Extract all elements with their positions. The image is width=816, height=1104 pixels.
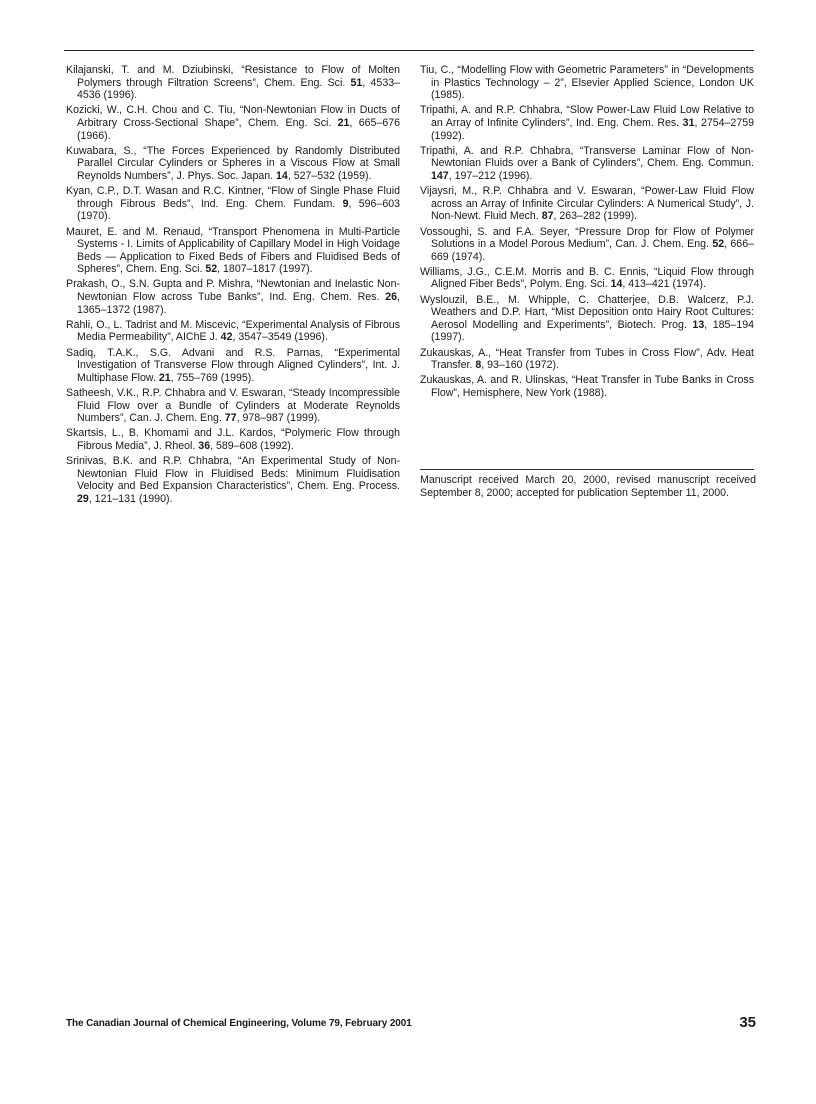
page-footer bbox=[66, 1014, 756, 1034]
reference-text: Tiu, C., “Modelling Flow with Geometric Parameters” in “Developments in Plastics Technology – 2”, Elsevier Applied Science, London UK (1985). bbox=[420, 64, 754, 102]
reference-pages: , 665–676 (1966). bbox=[77, 116, 400, 142]
reference-pages: , 197–212 (1996). bbox=[448, 169, 533, 182]
reference-pages: , 666–669 (1974). bbox=[431, 238, 754, 263]
reference-entry bbox=[66, 319, 400, 344]
reference-volume: 51 bbox=[350, 76, 363, 89]
reference-pages: , 413–421 (1974). bbox=[622, 278, 707, 291]
reference-pages: , 93–160 (1972). bbox=[481, 359, 560, 372]
reference-volume: 147 bbox=[431, 169, 449, 182]
reference-volume: 52 bbox=[205, 263, 218, 276]
reference-text: Wyslouzil, B.E., M. Whipple, C. Chatterjee, D.B. Walcerz, P.J. Weathers and D.P. Hart, “Mist Deposition onto Hairy Root Cultures: Aerosol Modelling and Experiments”, Biotech. Prog. bbox=[420, 293, 754, 331]
reference-text: Kuwabara, S., “The Forces Experienced by Randomly Distributed Parallel Circular Cylinders or Spheres in a Viscous Flow at Small Reynolds Numbers”, J. Phys. Soc. Japan. bbox=[66, 144, 400, 182]
top-rule bbox=[64, 50, 754, 51]
manuscript-note: Manuscript received March 20, 2000, revised manuscript received September 8, 2000; accepted for publication September 11, 2000. bbox=[420, 474, 756, 499]
reference-volume: 52 bbox=[712, 238, 725, 251]
reference-entry bbox=[66, 387, 400, 425]
reference-pages: , 185–194 (1997). bbox=[431, 318, 754, 344]
reference-text: Skartsis, L., B. Khomami and J.L. Kardos, “Polymeric Flow through Fibrous Media”, J. Rheol. bbox=[66, 427, 400, 452]
reference-pages: , 1807–1817 (1997). bbox=[217, 263, 313, 276]
reference-text: Zukauskas, A., “Heat Transfer from Tubes in Cross Flow”, Adv. Heat Transfer. bbox=[420, 346, 754, 372]
reference-pages: , 4533–4536 (1996). bbox=[77, 76, 400, 102]
reference-text: Prakash, O., S.N. Gupta and P. Mishra, “Newtonian and Inelastic Non-Newtonian Flow across Tube Banks”, Ind. Eng. Chem. Res. bbox=[66, 278, 400, 304]
reference-pages: , 589–608 (1992). bbox=[210, 439, 294, 452]
reference-entry bbox=[66, 427, 400, 452]
reference-text: Sadiq, T.A.K., S.G. Advani and R.S. Parnas, “Experimental Investigation of Transverse Flow through Aligned Cylinders”, Int. J. Multiphase Flow. bbox=[66, 346, 400, 384]
reference-pages: , 263–282 (1999). bbox=[553, 210, 638, 223]
reference-text: Williams, J.G., C.E.M. Morris and B. C. Ennis, “Liquid Flow through Aligned Fiber Beds”, Polym. Eng. Sci. bbox=[420, 265, 754, 291]
reference-entry bbox=[66, 278, 400, 316]
reference-pages: , 1365–1372 (1987). bbox=[77, 291, 400, 316]
reference-pages: , 527–532 (1959). bbox=[287, 169, 372, 182]
reference-text: Mauret, E. and M. Renaud, “Transport Phenomena in Multi-Particle Systems - I. Limits of Applicability of Capillary Model in High Voidage Beds — Application to Fixed Beds of Fibers and Fluidised Beds of Spheres”, Chem. Eng. Sci. bbox=[66, 225, 400, 276]
reference-text: Zukauskas, A. and R. Ulinskas, “Heat Transfer in Tube Banks in Cross Flow”, Hemisphere, New York (1988). bbox=[420, 374, 754, 399]
reference-volume: 36 bbox=[198, 439, 211, 452]
reference-text: Vossoughi, S. and F.A. Seyer, “Pressure Drop for Flow of Polymer Solutions in a Model Porous Medium”, Can. J. Chem. Eng. bbox=[420, 225, 754, 251]
reference-volume: 42 bbox=[220, 331, 233, 344]
reference-entry bbox=[420, 266, 754, 291]
reference-pages: , 755–769 (1995). bbox=[170, 371, 255, 384]
reference-entry bbox=[420, 64, 754, 102]
reference-volume: 87 bbox=[541, 210, 554, 223]
manuscript-divider bbox=[420, 469, 754, 470]
reference-volume: 8 bbox=[475, 359, 482, 372]
reference-entry bbox=[420, 294, 754, 344]
reference-volume: 21 bbox=[158, 371, 171, 384]
references-left-column bbox=[66, 64, 400, 508]
reference-pages: , 121–131 (1990). bbox=[88, 492, 173, 505]
reference-text: Srinivas, B.K. and R.P. Chhabra, “An Experimental Study of Non-Newtonian Fluid Flow in Fluidised Beds: Minimum Fluidisation Velocity and Bed Expansion Characteristics”, Chem. Eng. Process. bbox=[66, 455, 400, 493]
reference-entry bbox=[66, 455, 400, 505]
reference-pages: , 2754–2759 (1992). bbox=[431, 116, 754, 142]
references-right-column bbox=[420, 64, 754, 402]
reference-pages: , 596–603 (1970). bbox=[77, 197, 400, 223]
reference-entry bbox=[420, 145, 754, 183]
reference-entry bbox=[420, 226, 754, 264]
reference-volume: 21 bbox=[337, 116, 350, 129]
reference-volume: 13 bbox=[692, 318, 705, 331]
reference-text: Vijaysri, M., R.P. Chhabra and V. Eswaran, “Power-Law Fluid Flow across an Array of Infinite Circular Cylinders: A Numerical Study”, J. Non-Newt. Fluid Mech. bbox=[420, 185, 754, 223]
reference-entry bbox=[420, 347, 754, 372]
reference-text: Satheesh, V.K., R.P. Chhabra and V. Eswaran, “Steady Incompressible Fluid Flow over a Bundle of Cylinders at Moderate Reynolds Numbers”, Can. J. Chem. Eng. bbox=[66, 387, 400, 425]
reference-volume: 9 bbox=[342, 197, 349, 210]
reference-entry bbox=[66, 145, 400, 183]
reference-text: Kilajanski, T. and M. Dziubinski, “Resistance to Flow of Molten Polymers through Filtration Screens”, Chem. Eng. Sci. bbox=[66, 64, 400, 89]
reference-text: Tripathi, A. and R.P. Chhabra, “Transverse Laminar Flow of Non-Newtonian Fluids over a Bank of Cylinders”, Chem. Eng. Commun. bbox=[420, 144, 754, 170]
reference-entry bbox=[420, 104, 754, 142]
reference-entry bbox=[420, 374, 754, 399]
reference-entry bbox=[420, 185, 754, 223]
reference-entry bbox=[66, 104, 400, 142]
page-number: 35 bbox=[739, 1014, 756, 1031]
reference-entry bbox=[66, 226, 400, 276]
reference-entry bbox=[66, 347, 400, 385]
reference-volume: 14 bbox=[276, 169, 288, 182]
reference-volume: 26 bbox=[385, 291, 398, 304]
reference-volume: 77 bbox=[224, 412, 237, 425]
reference-text: Kozicki, W., C.H. Chou and C. Tiu, “Non-Newtonian Flow in Ducts of Arbitrary Cross-Sectional Shape”, Chem. Eng. Sci. bbox=[66, 104, 400, 129]
reference-volume: 31 bbox=[682, 116, 695, 129]
reference-text: Rahli, O., L. Tadrist and M. Miscevic, “Experimental Analysis of Fibrous Media Permeability”, AIChE J. bbox=[66, 318, 400, 344]
reference-text: Kyan, C.P., D.T. Wasan and R.C. Kintner, “Flow of Single Phase Fluid through Fibrous Beds”, Ind. Eng. Chem. Fundam. bbox=[66, 185, 400, 210]
reference-entry bbox=[66, 185, 400, 223]
reference-entry bbox=[66, 64, 400, 102]
reference-pages: , 3547–3549 (1996). bbox=[232, 331, 328, 344]
reference-pages: , 978–987 (1999). bbox=[236, 412, 321, 425]
reference-volume: 14 bbox=[610, 278, 623, 291]
reference-text: Tripathi, A. and R.P. Chhabra, “Slow Power-Law Fluid Low Relative to an Array of Infinite Cylinders”, Ind. Eng. Chem. Res. bbox=[420, 104, 754, 129]
reference-volume: 29 bbox=[77, 492, 89, 505]
journal-citation: The Canadian Journal of Chemical Engineering, Volume 79, February 2001 bbox=[66, 1018, 412, 1029]
